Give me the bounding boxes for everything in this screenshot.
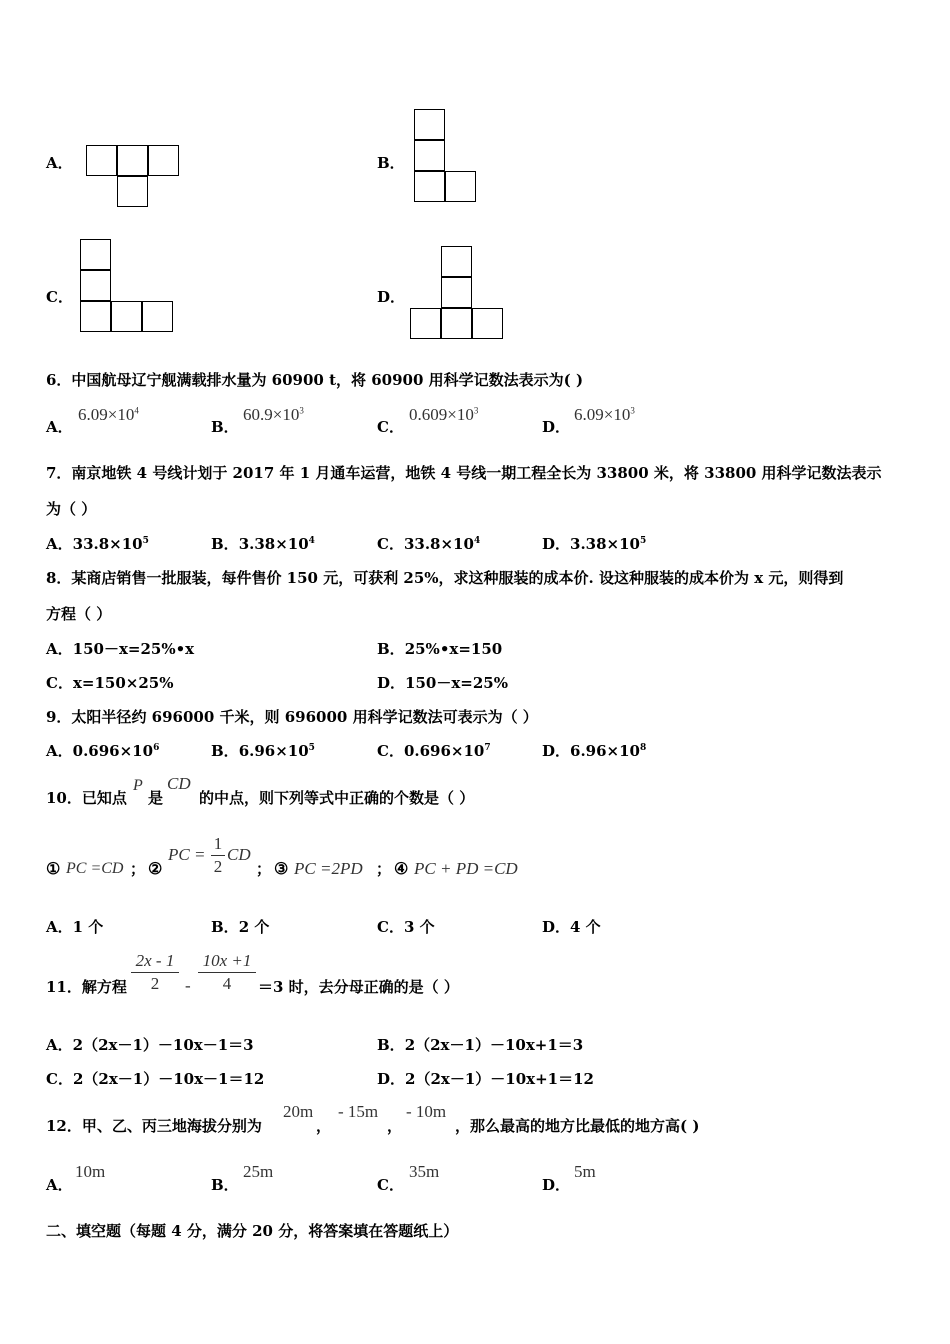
q12-comma-1: ，	[316, 1117, 332, 1135]
q8-option-d: D．150－x=25%	[377, 674, 508, 692]
q10-stem-a: 10．已知点	[46, 789, 127, 807]
fraction-bar	[211, 855, 225, 856]
q8-option-a: A．150－x=25%•x	[46, 640, 195, 658]
q6-option-a-value: $6.09\times 10^4$	[78, 405, 139, 424]
q12-option-c-label: C．	[377, 1176, 404, 1194]
q10-stem-c: 的中点，则下列等式中正确的个数是（ ）	[199, 789, 475, 807]
q10-option-d: D．4 个	[542, 918, 601, 936]
q9-option-b: B．$6.96\times 10^5$	[211, 742, 315, 760]
q11-option-b: B．2（2x－1）－10x+1＝3	[377, 1036, 584, 1054]
q10-stem-b: 是	[148, 789, 164, 807]
figure-cell	[414, 140, 445, 171]
q5-option-d-label: D．	[377, 288, 406, 306]
q5-option-a-label: A．	[46, 154, 73, 172]
q6-option-d-value: $6.09\times 10^3$	[574, 405, 635, 424]
q6-stem: 6．中国航母辽宁舰满载排水量为 60900 t，将 60900 用科学记数法表示为( )	[46, 371, 584, 389]
figure-cell	[414, 109, 445, 140]
q12-option-a-label: A．	[46, 1176, 73, 1194]
q10-statement-4: PC + PD =CD	[414, 859, 518, 878]
q12-option-a-value: 10m	[75, 1162, 106, 1181]
q8-option-b: B．25%•x=150	[377, 640, 503, 658]
q6-option-c-value: $0.609\times 10^3$	[409, 405, 479, 424]
q5-option-b-label: B．	[377, 154, 405, 172]
q12-option-d-value: 5m	[574, 1162, 596, 1181]
q11-minus: -	[185, 976, 191, 995]
fraction-denominator: 4	[222, 974, 232, 993]
q10-sep-2: ；	[256, 860, 272, 878]
q7-stem-line2: 为（ ）	[46, 500, 97, 518]
figure-cell	[414, 171, 445, 202]
q5-option-c-label: C．	[46, 288, 73, 306]
figure-cell	[111, 301, 142, 332]
q11-stem-b: ＝3 时，去分母正确的是（ ）	[258, 978, 459, 996]
fraction-numerator: 1	[213, 834, 223, 853]
q8-stem-line2: 方程（ ）	[46, 605, 112, 623]
figure-cell	[148, 145, 179, 176]
figure-cell	[410, 308, 441, 339]
q8-stem-line1: 8．某商店销售一批服装，每件售价 150 元，可获利 25%，求这种服装的成本价. 设这种服装的成本价为 x 元，则得到	[46, 569, 844, 587]
figure-cell	[117, 176, 148, 207]
q12-stem-a: 12．甲、乙、丙三地海拔分别为	[46, 1117, 262, 1135]
figure-cell	[441, 277, 472, 308]
q10-mark-4: ④	[394, 859, 409, 878]
q10-option-b: B．2 个	[211, 918, 270, 936]
q10-point-p: P	[133, 777, 143, 794]
q6-option-d-label: D．	[542, 418, 571, 436]
q11-fraction-2	[198, 951, 256, 994]
q11-option-c: C．2（2x－1）－10x－1＝12	[46, 1070, 265, 1088]
q10-statement-2-lhs: PC =	[168, 845, 206, 864]
q12-option-c-value: 35m	[409, 1162, 440, 1181]
q11-option-a: A．2（2x－1）－10x－1＝3	[46, 1036, 254, 1054]
q12-stem-b: ，那么最高的地方比最低的地方高( )	[455, 1117, 700, 1135]
figure-cell	[445, 171, 476, 202]
q10-option-c: C．3 个	[377, 918, 435, 936]
q6-option-b-value: $60.9\times 10^3$	[243, 405, 304, 424]
q10-statement-2-rhs: CD	[227, 845, 251, 864]
figure-cell	[441, 308, 472, 339]
figure-cell	[441, 246, 472, 277]
q10-sep-1: ；	[130, 860, 146, 878]
q7-stem-line1: 7．南京地铁 4 号线计划于 2017 年 1 月通车运营，地铁 4 号线一期工程全长为 33800 米，将 33800 用科学记数法表示	[46, 464, 882, 482]
figure-cell	[472, 308, 503, 339]
q10-sep-3: ；	[376, 860, 392, 878]
fraction-denominator: 2	[150, 974, 160, 993]
figure-cell	[80, 270, 111, 301]
figure-cell	[80, 239, 111, 270]
q9-option-d: D．$6.96\times 10^8$	[542, 742, 647, 760]
fraction-numerator: 2x - 1	[135, 951, 175, 970]
q12-value-2: - 15m	[338, 1102, 379, 1121]
q7-option-b: B．$3.38\times 10^4$	[211, 535, 315, 553]
q10-mark-2: ②	[148, 859, 163, 878]
q6-option-b-label: B．	[211, 418, 239, 436]
q7-option-c: C．$33.8\times 10^4$	[377, 535, 481, 553]
q11-option-d: D．2（2x－1）－10x+1＝12	[377, 1070, 594, 1088]
q8-option-c: C．x=150×25%	[46, 674, 174, 692]
q9-option-c: C．$0.696\times 10^7$	[377, 742, 491, 760]
q11-fraction-1	[131, 951, 179, 994]
q10-statement-2-fraction	[211, 834, 225, 877]
fraction-bar	[131, 972, 179, 973]
fraction-bar	[198, 972, 256, 973]
q10-mark-1: ①	[46, 859, 61, 878]
figure-cell	[117, 145, 148, 176]
q10-option-a: A．1 个	[46, 918, 104, 936]
q10-statement-3: PC =2PD	[294, 859, 363, 878]
figure-cell	[86, 145, 117, 176]
q9-option-a: A．$0.696\times 10^6$	[46, 742, 160, 760]
q6-option-a-label: A．	[46, 418, 73, 436]
fraction-denominator: 2	[213, 857, 223, 876]
q10-statement-1: PC =CD	[66, 860, 124, 877]
section-2-heading: 二、填空题（每题 4 分，满分 20 分，将答案填在答题纸上）	[46, 1222, 459, 1240]
q12-value-1: 20m	[283, 1102, 314, 1121]
q6-option-c-label: C．	[377, 418, 404, 436]
q10-segment-cd: CD	[167, 774, 191, 793]
q12-option-b-label: B．	[211, 1176, 239, 1194]
fraction-numerator: 10x +1	[202, 951, 252, 970]
q11-stem-a: 11．解方程	[46, 978, 127, 996]
q12-comma-2: ，	[387, 1117, 403, 1135]
q7-option-d: D．$3.38\times 10^5$	[542, 535, 647, 553]
q12-option-d-label: D．	[542, 1176, 571, 1194]
figure-cell	[80, 301, 111, 332]
figure-cell	[142, 301, 173, 332]
q7-option-a: A．$33.8\times 10^5$	[46, 535, 149, 553]
q12-option-b-value: 25m	[243, 1162, 274, 1181]
q9-stem: 9．太阳半径约 696000 千米，则 696000 用科学记数法可表示为（ ）	[46, 708, 538, 726]
q10-mark-3: ③	[274, 859, 289, 878]
q12-value-3: - 10m	[406, 1102, 447, 1121]
